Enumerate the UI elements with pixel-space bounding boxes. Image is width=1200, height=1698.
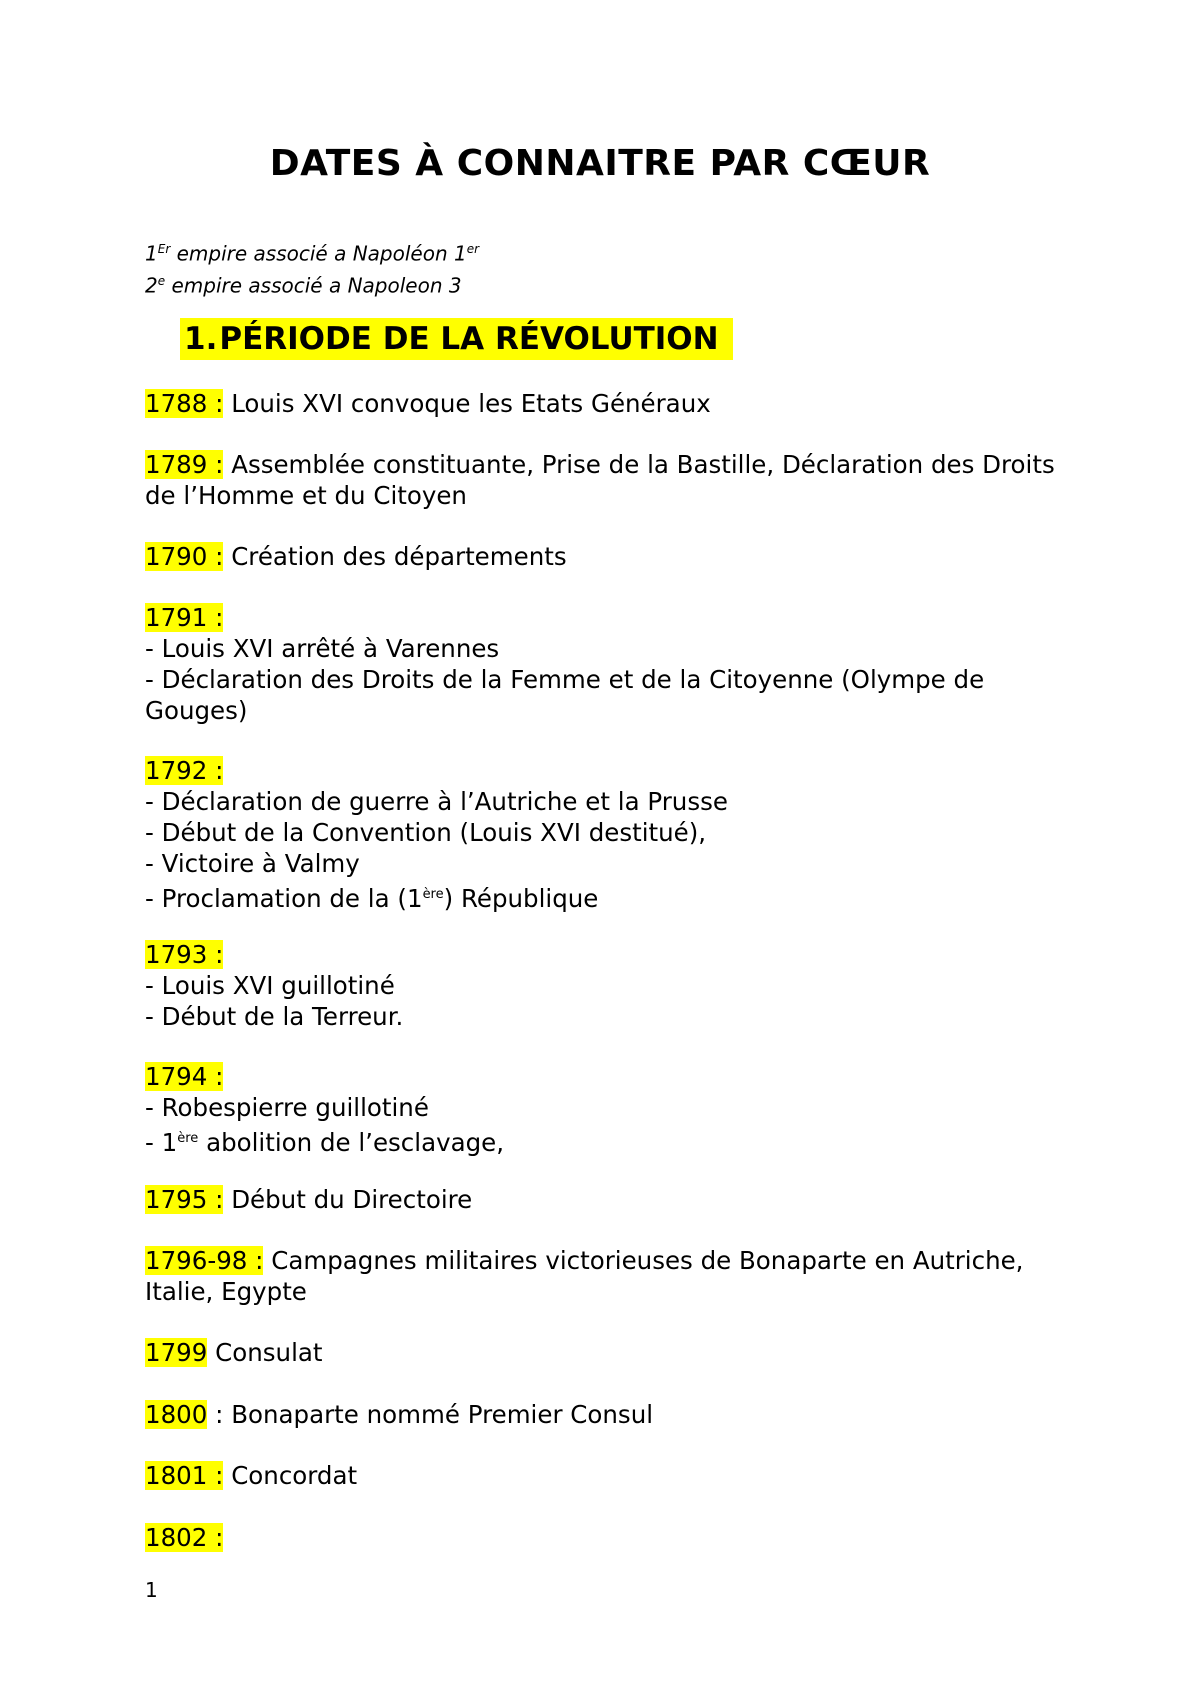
list-item: - Début de la Convention (Louis XVI destitué), xyxy=(145,818,707,847)
year-label: 1790 : xyxy=(145,542,224,571)
page-number: 1 xyxy=(145,1578,158,1602)
list-item: - Déclaration des Droits de la Femme et de la Citoyenne (Olympe de Gouges) xyxy=(145,665,985,725)
entry-1794 xyxy=(145,1061,1065,1158)
list-item: - Déclaration de guerre à l’Autriche et la Prusse xyxy=(145,787,728,816)
list-item: - Début de la Terreur. xyxy=(145,1002,404,1031)
entry-1795 xyxy=(145,1184,1065,1215)
entry-1793 xyxy=(145,939,1065,1032)
entry-text: Consulat xyxy=(207,1338,323,1367)
year-label: 1792 : xyxy=(145,756,224,785)
year-label: 1791 : xyxy=(145,603,224,632)
entry-text: Louis XVI convoque les Etats Généraux xyxy=(223,389,711,418)
note-line: 2e empire associé a Napoleon 3 xyxy=(145,273,462,298)
section-title: PÉRIODE DE LA RÉVOLUTION xyxy=(219,321,719,357)
entry-1801 xyxy=(145,1460,1065,1491)
year-label: 1793 : xyxy=(145,940,224,969)
section-heading xyxy=(180,318,733,360)
entry-1799 xyxy=(145,1337,1065,1368)
year-label: 1794 : xyxy=(145,1062,224,1091)
year-label: 1802 : xyxy=(145,1523,224,1552)
entry-1802 xyxy=(145,1522,1065,1553)
year-label: 1801 : xyxy=(145,1461,224,1490)
list-item: - 1ère abolition de l’esclavage, xyxy=(145,1128,505,1158)
page-title: DATES À CONNAITRE PAR CŒUR xyxy=(269,143,931,184)
year-label: 1795 : xyxy=(145,1185,224,1214)
entry-text: Campagnes militaires victorieuses de Bonaparte en Autriche, Italie, Egypte xyxy=(145,1246,1024,1306)
intro-notes xyxy=(145,236,479,299)
entry-1789 xyxy=(145,449,1065,511)
entry-text: Concordat xyxy=(223,1461,358,1490)
year-label: 1789 : xyxy=(145,450,224,479)
section-number: 1. xyxy=(184,321,218,357)
entry-1796-98 xyxy=(145,1245,1065,1307)
entry-1792 xyxy=(145,755,1065,914)
entry-1790 xyxy=(145,541,1065,572)
list-item: - Proclamation de la (1ère) République xyxy=(145,884,599,914)
year-label: 1800 xyxy=(145,1400,208,1429)
entry-1788 xyxy=(145,388,1065,419)
list-item: - Louis XVI guillotiné xyxy=(145,971,395,1000)
list-item: - Robespierre guillotiné xyxy=(145,1093,429,1122)
note-line: 1Er empire associé a Napoléon 1er xyxy=(145,241,480,266)
list-item: - Louis XVI arrêté à Varennes xyxy=(145,634,500,663)
entry-text: Assemblée constituante, Prise de la Bastille, Déclaration des Droits de l’Homme et du Citoyen xyxy=(145,450,1055,510)
entry-text: Création des départements xyxy=(223,542,567,571)
year-label: 1796-98 : xyxy=(145,1246,264,1275)
year-label: 1799 xyxy=(145,1338,208,1367)
entry-1800 xyxy=(145,1399,1065,1430)
entry-text: Début du Directoire xyxy=(223,1185,473,1214)
list-item: - Victoire à Valmy xyxy=(145,849,360,878)
entry-text: : Bonaparte nommé Premier Consul xyxy=(207,1400,654,1429)
entry-1791 xyxy=(145,602,1065,726)
year-label: 1788 : xyxy=(145,389,224,418)
